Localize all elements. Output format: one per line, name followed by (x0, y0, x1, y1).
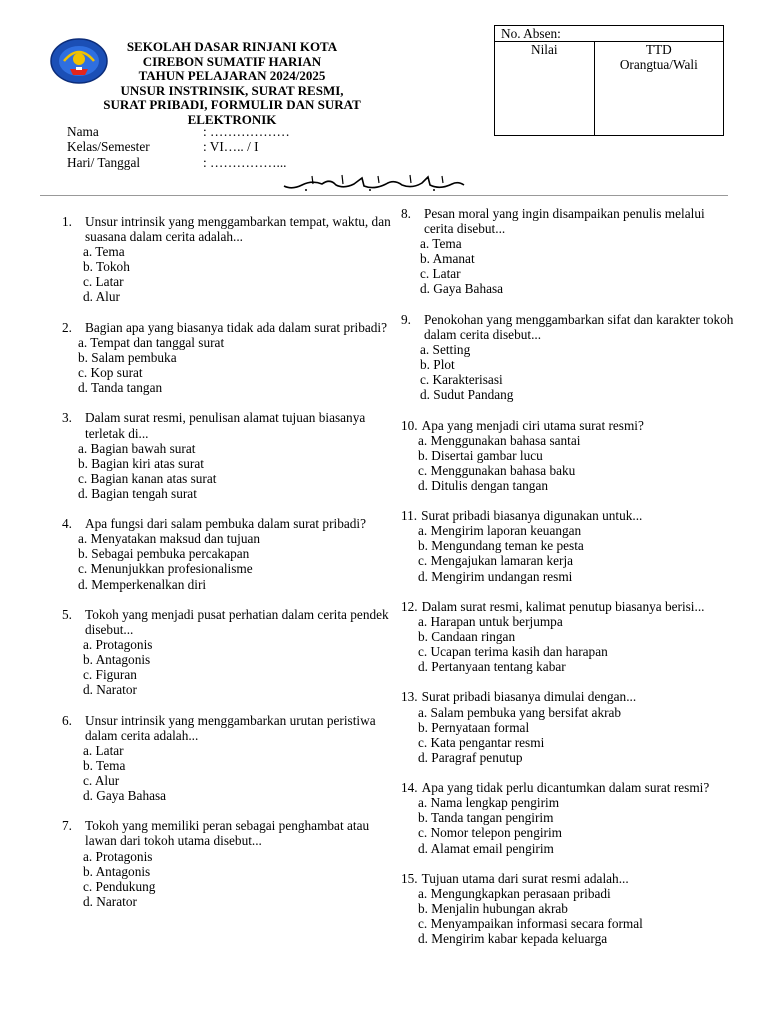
option-a[interactable]: a. Protagonis (83, 637, 153, 652)
heading-line: TAHUN PELAJARAN 2024/2025 (138, 68, 326, 84)
question-stem: Bagian apa yang biasanya tidak ada dalam surat pribadi? (85, 319, 388, 335)
option-d[interactable]: d. Gaya Bahasa (83, 788, 167, 804)
option-c[interactable]: c. Bagian kanan atas surat (78, 470, 217, 486)
nilai-label: Nilai (531, 42, 558, 57)
absen-label: No. Absen: (501, 26, 561, 41)
question-number: 12. (401, 598, 418, 614)
option-b[interactable]: b. Salam pembuka (78, 349, 177, 365)
question-stem: Dalam surat resmi, penulisan alamat tujuan biasanya terletak di... (85, 410, 366, 441)
question-5 (62, 607, 392, 698)
question-number: 3. (62, 410, 72, 426)
question-number: 9. (401, 311, 411, 327)
question-stem: Penokohan yang menggambarkan sifat dan karakter tokoh dalam cerita disebut... (424, 311, 734, 342)
option-c[interactable]: c. Kata pengantar resmi (418, 734, 545, 750)
field-label: Kelas/Semester (67, 139, 150, 155)
question-8 (401, 206, 736, 297)
question-13 (401, 689, 736, 764)
option-d[interactable]: d. Ditulis dengan tangan (418, 477, 548, 493)
question-stem: Dalam surat resmi, kalimat penutup biasanya berisi... (421, 598, 705, 614)
question-10 (401, 418, 736, 493)
option-a[interactable]: a. Tema (83, 244, 125, 260)
option-a[interactable]: a. Protagonis (83, 848, 153, 864)
questions-left-column (62, 214, 392, 924)
field-label: Nama (67, 124, 99, 139)
heading-line: UNSUR INSTRINSIK, SURAT RESMI, (120, 82, 344, 98)
option-b[interactable]: b. Tokoh (83, 259, 130, 275)
option-a[interactable]: a. Tema (420, 236, 462, 252)
question-number: 5. (62, 606, 72, 622)
question-number: 15. (401, 870, 418, 886)
option-a[interactable]: a. Menyatakan maksud dan tujuan (78, 531, 261, 547)
option-d[interactable]: d. Bagian tengah surat (78, 485, 197, 501)
question-14 (401, 780, 736, 855)
question-stem: Pesan moral yang ingin disampaikan penulis melalui cerita disebut... (424, 206, 705, 237)
option-d[interactable]: d. Pertanyaan tentang kabar (418, 659, 566, 675)
heading-line: ELEKTRONIK (187, 111, 277, 127)
option-b[interactable]: b. Plot (420, 357, 455, 373)
question-number: 13. (401, 689, 418, 705)
option-b[interactable]: b. Sebagai pembuka percakapan (78, 546, 250, 562)
option-c[interactable]: c. Alur (83, 772, 120, 788)
header-divider (40, 195, 728, 196)
question-12 (401, 599, 736, 674)
field-value: : VI….. / I (203, 139, 259, 155)
option-a[interactable]: a. Harapan untuk berjumpa (418, 613, 563, 629)
question-stem: Surat pribadi biasanya digunakan untuk... (421, 508, 643, 524)
question-number: 4. (62, 516, 72, 532)
bismillah-calligraphy (282, 172, 466, 192)
option-a[interactable]: a. Setting (420, 341, 471, 357)
option-d[interactable]: d. Mengirim undangan resmi (418, 568, 573, 584)
heading-line: CIREBON SUMATIF HARIAN (142, 53, 322, 69)
option-b[interactable]: b. Mengundang teman ke pesta (418, 538, 584, 554)
option-b[interactable]: b. Bagian kiri atas surat (78, 455, 204, 471)
option-d[interactable]: d. Gaya Bahasa (420, 281, 504, 297)
option-a[interactable]: a. Nama lengkap pengirim (418, 795, 560, 811)
question-15 (401, 871, 736, 946)
grade-box (494, 25, 724, 136)
option-c[interactable]: c. Pendukung (83, 878, 156, 894)
option-c[interactable]: c. Ucapan terima kasih dan harapan (418, 644, 608, 660)
option-c[interactable]: c. Latar (83, 274, 124, 290)
option-c[interactable]: c. Menyampaikan informasi secara formal (418, 916, 643, 932)
question-6 (62, 713, 392, 804)
option-c[interactable]: c. Mengajukan lamaran kerja (418, 553, 574, 569)
option-b[interactable]: b. Tema (83, 757, 126, 773)
question-9 (401, 312, 736, 403)
question-number: 10. (401, 417, 418, 433)
question-number: 7. (62, 818, 72, 834)
question-7 (62, 818, 392, 909)
option-b[interactable]: b. Antagonis (83, 652, 151, 668)
option-c[interactable]: c. Karakterisasi (420, 372, 503, 388)
option-d[interactable]: d. Alur (83, 289, 120, 305)
question-4 (62, 516, 392, 591)
signature-cell[interactable] (594, 42, 723, 136)
option-a[interactable]: a. Menggunakan bahasa santai (418, 432, 581, 448)
option-d[interactable]: d. Mengirim kabar kepada keluarga (418, 931, 608, 947)
question-stem: Tokoh yang menjadi pusat perhatian dalam cerita pendek disebut... (85, 606, 389, 637)
option-d[interactable]: d. Alamat email pengirim (418, 840, 554, 856)
question-stem: Tokoh yang memiliki peran sebagai penghambat atau lawan dari tokoh utama disebut... (85, 818, 370, 849)
field-value: : ……………… (203, 124, 290, 139)
question-stem: Apa yang tidak perlu dicantumkan dalam surat resmi? (421, 780, 710, 796)
question-stem: Apa yang menjadi ciri utama surat resmi? (421, 417, 644, 433)
question-number: 11. (401, 508, 418, 524)
option-c[interactable]: c. Latar (420, 266, 461, 282)
class-semester-field[interactable] (67, 139, 290, 154)
option-a[interactable]: a. Latar (83, 742, 124, 758)
option-a[interactable]: a. Mengirim laporan keuangan (418, 523, 582, 539)
question-3 (62, 410, 392, 501)
option-d[interactable]: d. Narator (83, 682, 137, 698)
option-a[interactable]: a. Mengungkapkan perasaan pribadi (418, 885, 611, 901)
option-d[interactable]: d. Sudut Pandang (420, 387, 514, 403)
question-number: 2. (62, 319, 72, 335)
option-a[interactable]: a. Salam pembuka yang bersifat akrab (418, 704, 622, 720)
question-number: 8. (401, 206, 411, 221)
option-d[interactable]: d. Memperkenalkan diri (78, 576, 207, 592)
option-d[interactable]: d. Paragraf penutup (418, 749, 523, 765)
heading-line: SURAT PRIBADI, FORMULIR DAN SURAT (103, 97, 361, 113)
question-stem: Apa fungsi dari salam pembuka dalam surat pribadi? (85, 516, 366, 532)
option-b[interactable]: b. Disertai gambar lucu (418, 447, 543, 463)
question-stem: Unsur intrinsik yang menggambarkan tempat, waktu, dan suasana dalam cerita adalah... (85, 214, 391, 245)
field-label: Hari/ Tanggal (67, 154, 141, 170)
option-b[interactable]: b. Candaan ringan (418, 629, 516, 644)
question-2 (62, 320, 392, 395)
heading-line: SEKOLAH DASAR RINJANI KOTA (126, 39, 338, 54)
option-d[interactable]: d. Narator (83, 893, 137, 909)
ttd-sub-label: Orangtua/Wali (619, 57, 698, 72)
option-c[interactable]: c. Menunjukkan profesionalisme (78, 561, 253, 577)
option-c[interactable]: c. Figuran (83, 667, 137, 683)
option-c[interactable]: c. Menggunakan bahasa baku (418, 462, 576, 478)
field-value: : ……………... (203, 154, 287, 170)
absen-cell[interactable] (495, 26, 724, 42)
questions-right-column (401, 206, 736, 961)
question-number: 6. (62, 712, 72, 728)
option-a[interactable]: a. Bagian bawah surat (78, 440, 196, 456)
question-number: 14. (401, 780, 418, 796)
question-stem: Unsur intrinsik yang menggambarkan urutan peristiwa dalam cerita adalah... (85, 712, 376, 743)
question-stem: Surat pribadi biasanya dimulai dengan... (421, 689, 637, 705)
option-b[interactable]: b. Tanda tangan pengirim (418, 810, 554, 826)
identity-fields (67, 124, 290, 170)
day-date-field[interactable] (67, 155, 290, 170)
question-1 (62, 214, 392, 305)
option-c[interactable]: c. Nomor telepon pengirim (418, 825, 563, 841)
nilai-cell[interactable] (495, 42, 595, 136)
option-b[interactable]: b. Amanat (420, 251, 475, 267)
option-b[interactable]: b. Pernyataan formal (418, 719, 530, 735)
name-field[interactable] (67, 124, 290, 139)
school-heading (62, 40, 402, 128)
option-b[interactable]: b. Antagonis (83, 863, 151, 879)
option-d[interactable]: d. Tanda tangan (78, 380, 163, 396)
question-11 (401, 508, 736, 583)
question-number: 1. (62, 214, 72, 229)
option-b[interactable]: b. Menjalin hubungan akrab (418, 900, 568, 916)
option-a[interactable]: a. Tempat dan tanggal surat (78, 334, 225, 350)
option-c[interactable]: c. Kop surat (78, 365, 143, 381)
question-stem: Tujuan utama dari surat resmi adalah... (421, 870, 629, 886)
ttd-label: TTD (645, 42, 672, 57)
